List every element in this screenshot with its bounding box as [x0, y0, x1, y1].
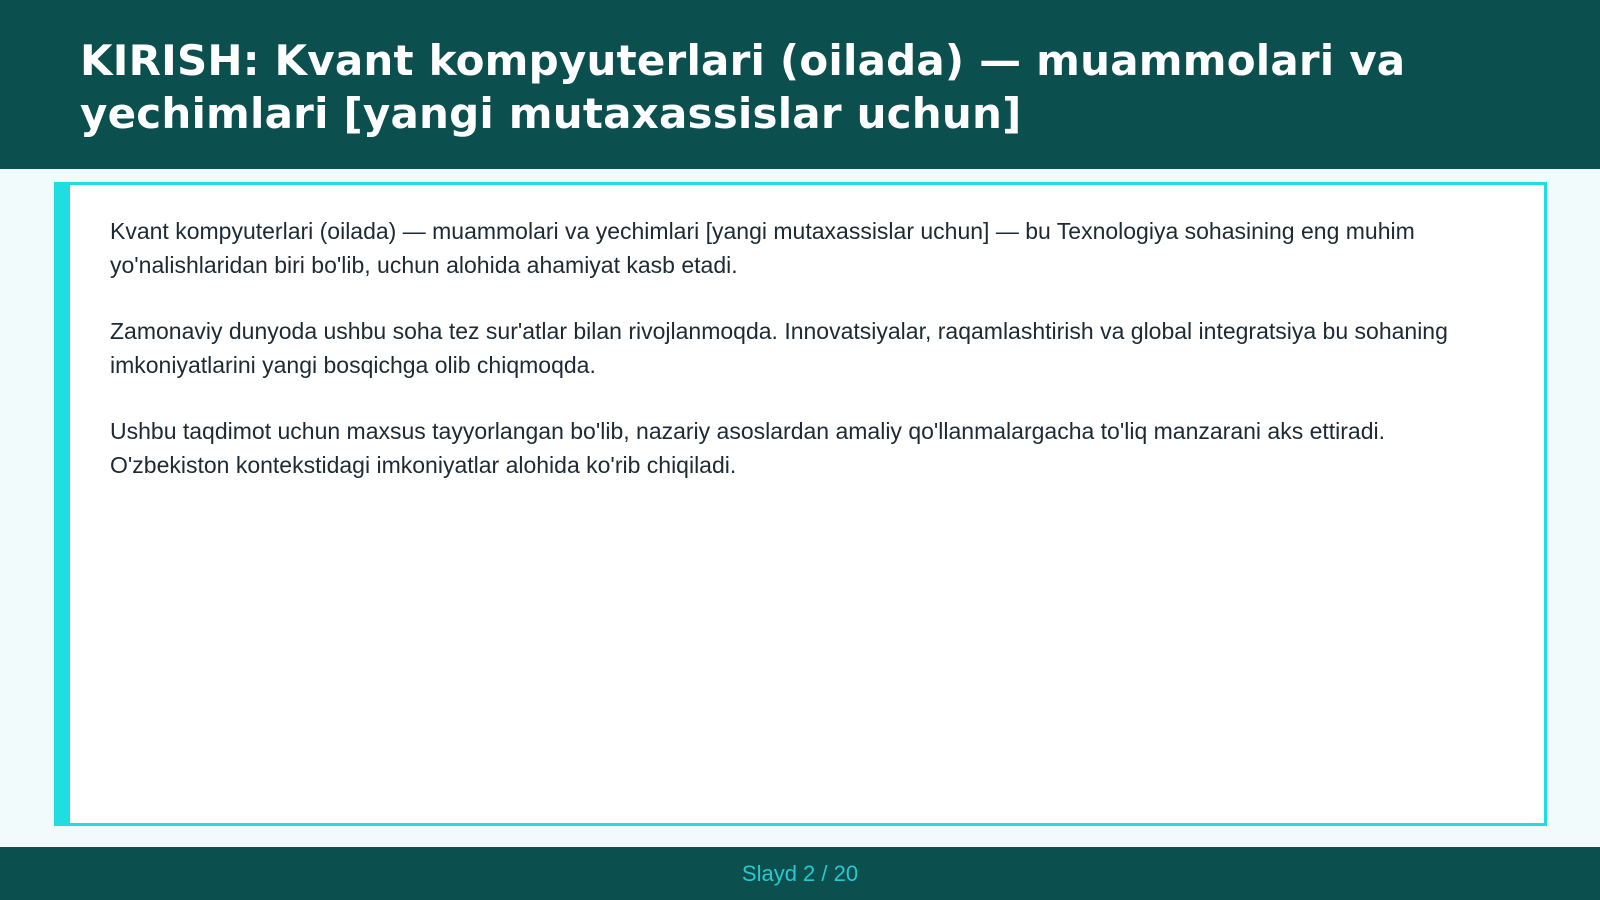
slide-footer: [0, 847, 1600, 900]
content-paragraph-2: Zamonaviy dunyoda ushbu soha tez sur'atlar bilan rivojlanmoqda. Innovatsiyalar, raqamlashtirish va global integratsiya bu sohaning imkoniyatlarini yangi bosqichga olib chiqmoqda.: [110, 318, 1448, 378]
slide-counter: Slayd 2 / 20: [741, 860, 859, 886]
slide-header: [0, 0, 1600, 169]
content-card: [54, 182, 1547, 826]
content-paragraph-1: Kvant kompyuterlari (oilada) — muammolari va yechimlari [yangi mutaxassislar uchun] — bu Texnologiya sohasining eng muhim yo'nalishlaridan biri bo'lib, uchun alohida ahamiyat kasb etadi.: [110, 218, 1415, 278]
slide-title: KIRISH: Kvant kompyuterlari (oilada) — muammolari va yechimlari [yangi mutaxassislar uchun]: [80, 36, 1406, 138]
content-paragraph-3: Ushbu taqdimot uchun maxsus tayyorlangan bo'lib, nazariy asoslardan amaliy qo'llanmalargacha to'liq manzarani aks ettiradi. O'zbekiston kontekstidagi imkoniyatlar alohida ko'rib chiqiladi.: [110, 418, 1386, 478]
